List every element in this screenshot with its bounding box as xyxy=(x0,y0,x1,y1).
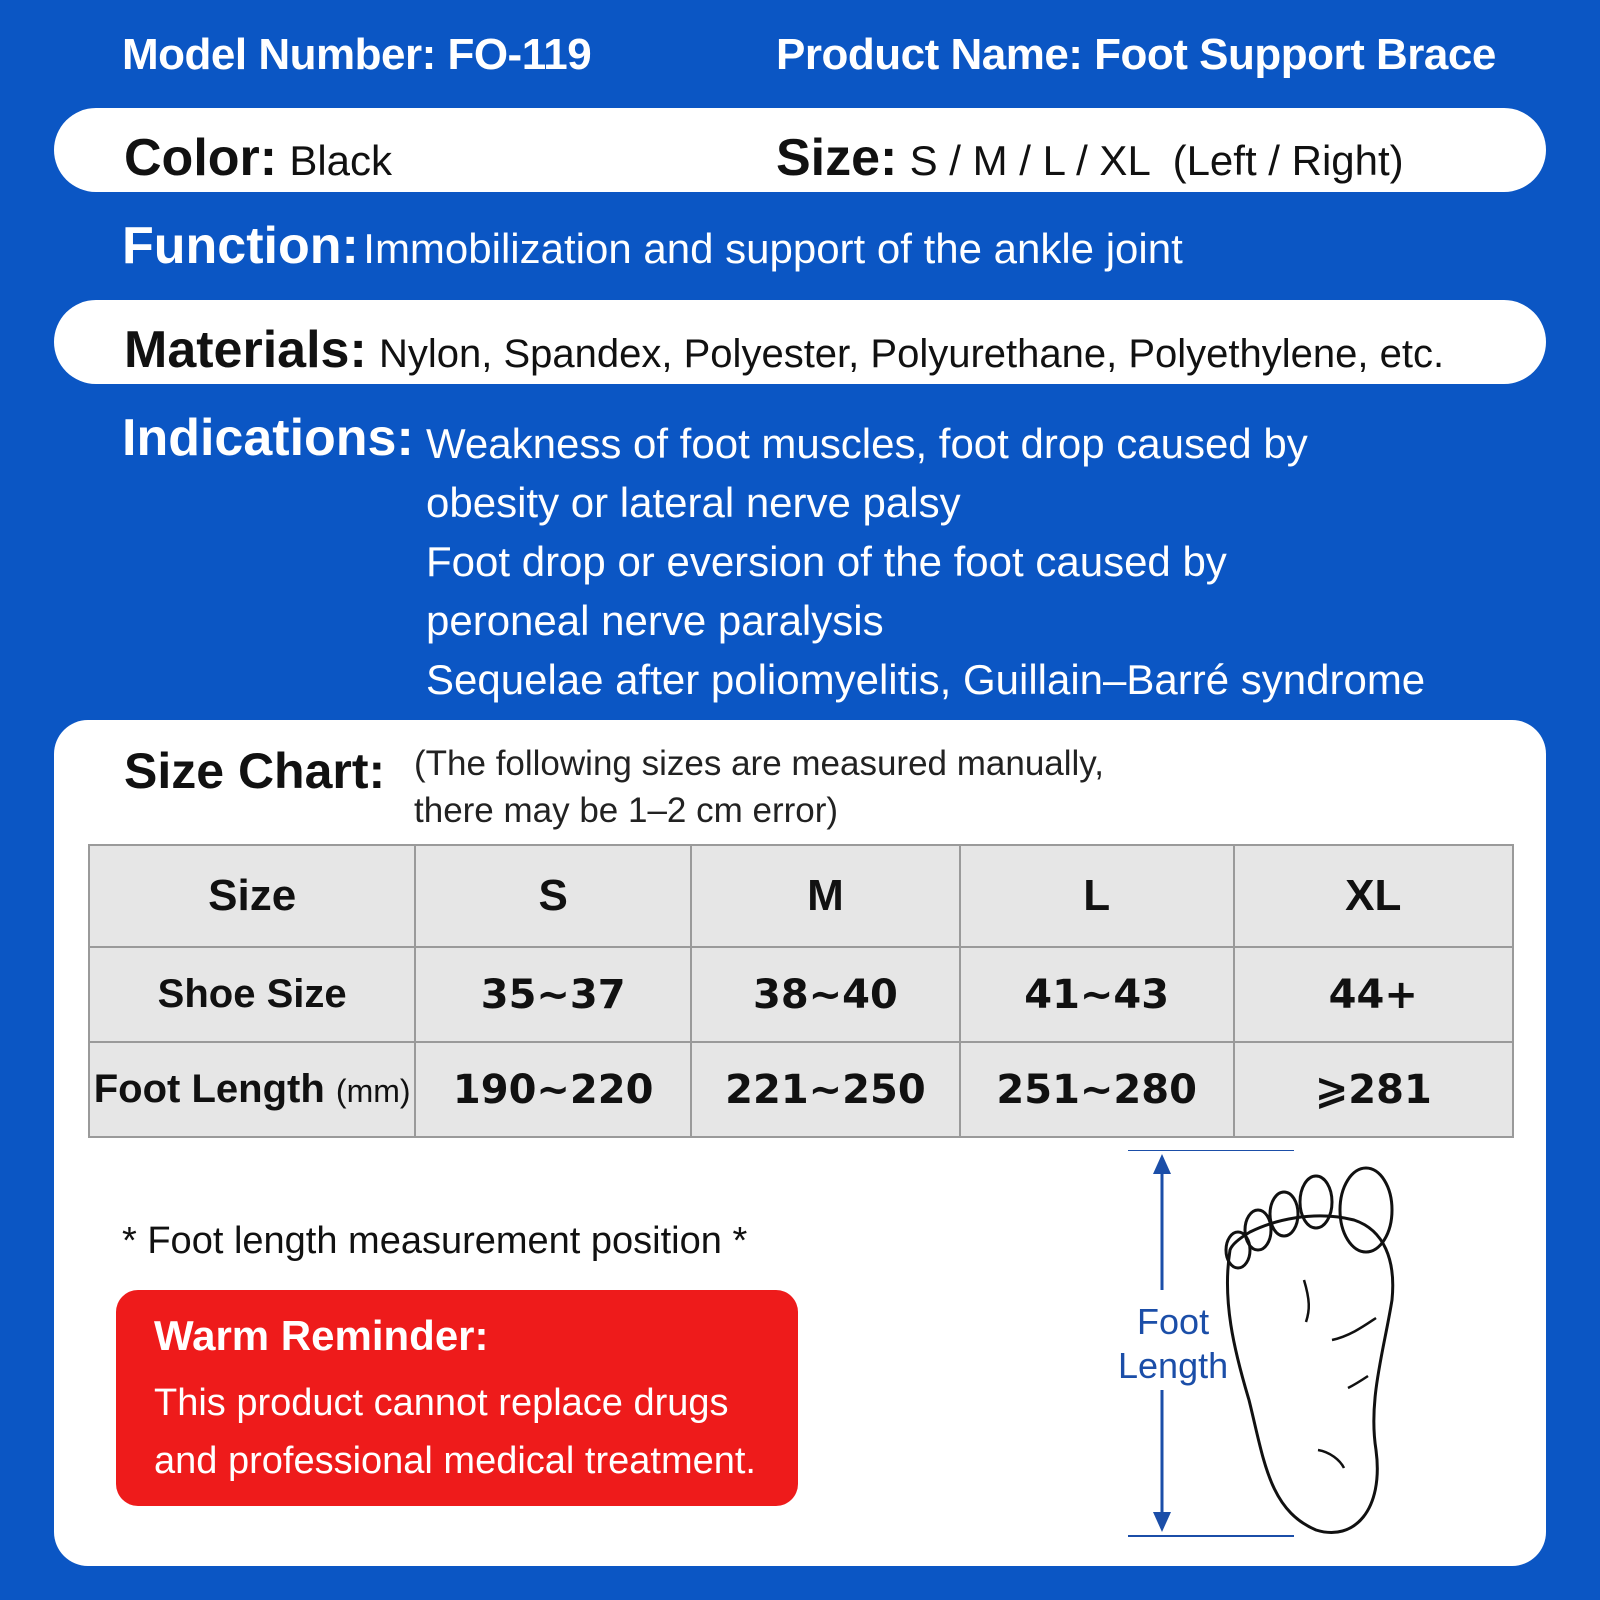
size-chart-title: Size Chart: xyxy=(124,743,386,799)
color-field xyxy=(124,128,392,188)
foot-diagram xyxy=(1054,1150,1474,1550)
size-table xyxy=(88,844,1514,1138)
measurement-note: * Foot length measurement position * xyxy=(122,1220,748,1262)
materials-field xyxy=(124,320,1444,380)
table-cell: ⩾281 xyxy=(1234,1042,1513,1137)
table-row-label: Shoe Size xyxy=(89,947,415,1042)
table-cell: 35~37 xyxy=(415,947,691,1042)
indications-list xyxy=(426,414,1425,709)
foot-label-line: Length xyxy=(1118,1345,1229,1386)
reminder-line: This product cannot replace drugs xyxy=(154,1382,729,1424)
materials-row xyxy=(54,300,1546,384)
indication-line: obesity or lateral nerve palsy xyxy=(426,479,961,526)
foot-outline-icon xyxy=(1054,1150,1474,1550)
size-chart-panel xyxy=(54,720,1546,1566)
foot-label-line: Foot xyxy=(1137,1301,1210,1342)
materials-value: Nylon, Spandex, Polyester, Polyurethane, Polyethylene, etc. xyxy=(379,332,1445,376)
indication-line: Foot drop or eversion of the foot caused by xyxy=(426,538,1227,585)
foot-length-unit: (mm) xyxy=(335,1073,411,1110)
table-cell: 38~40 xyxy=(691,947,960,1042)
table-header-cell: XL xyxy=(1234,845,1513,947)
size-value: S / M / L / XL (Left / Right) xyxy=(909,137,1404,184)
indications-label: Indications: xyxy=(122,409,414,467)
foot-length-diagram-label xyxy=(1118,1300,1228,1388)
product-name: Product Name: Foot Support Brace xyxy=(776,30,1496,79)
model-number: Model Number: FO-119 xyxy=(122,30,592,79)
function-row xyxy=(122,216,1183,276)
table-cell: 221~250 xyxy=(691,1042,960,1137)
indication-line: Weakness of foot muscles, foot drop caused by xyxy=(426,420,1308,467)
reminder-title: Warm Reminder: xyxy=(154,1312,489,1359)
table-header-cell: M xyxy=(691,845,960,947)
table-row xyxy=(89,947,1513,1042)
materials-label: Materials: xyxy=(124,321,367,379)
indication-line: Sequelae after poliomyelitis, Guillain–Barré syndrome xyxy=(426,656,1426,703)
size-field xyxy=(776,128,1404,188)
size-chart-note-line: there may be 1–2 cm error) xyxy=(414,791,839,830)
reminder-line: and professional medical treatment. xyxy=(154,1440,756,1482)
size-chart-note-line: (The following sizes are measured manually, xyxy=(414,744,1104,783)
table-cell: 41~43 xyxy=(960,947,1234,1042)
foot-length-label: Foot Length xyxy=(93,1067,325,1112)
color-label: Color: xyxy=(124,129,278,187)
table-cell: 251~280 xyxy=(960,1042,1234,1137)
color-size-row xyxy=(54,108,1546,192)
function-label: Function: xyxy=(122,217,359,275)
table-header-row xyxy=(89,845,1513,947)
table-header-cell: S xyxy=(415,845,691,947)
size-chart-note xyxy=(414,740,1104,834)
table-header-cell: L xyxy=(960,845,1234,947)
warm-reminder-box xyxy=(116,1290,798,1506)
table-cell: 44+ xyxy=(1234,947,1513,1042)
indication-line: peroneal nerve paralysis xyxy=(426,597,884,644)
size-label: Size: xyxy=(776,129,898,187)
table-header-cell: Size xyxy=(89,845,415,947)
table-row xyxy=(89,1042,1513,1137)
function-value: Immobilization and support of the ankle joint xyxy=(363,225,1183,272)
reminder-body xyxy=(154,1374,794,1490)
color-value: Black xyxy=(289,137,393,184)
table-cell: 190~220 xyxy=(415,1042,691,1137)
table-row-label xyxy=(89,1042,415,1137)
